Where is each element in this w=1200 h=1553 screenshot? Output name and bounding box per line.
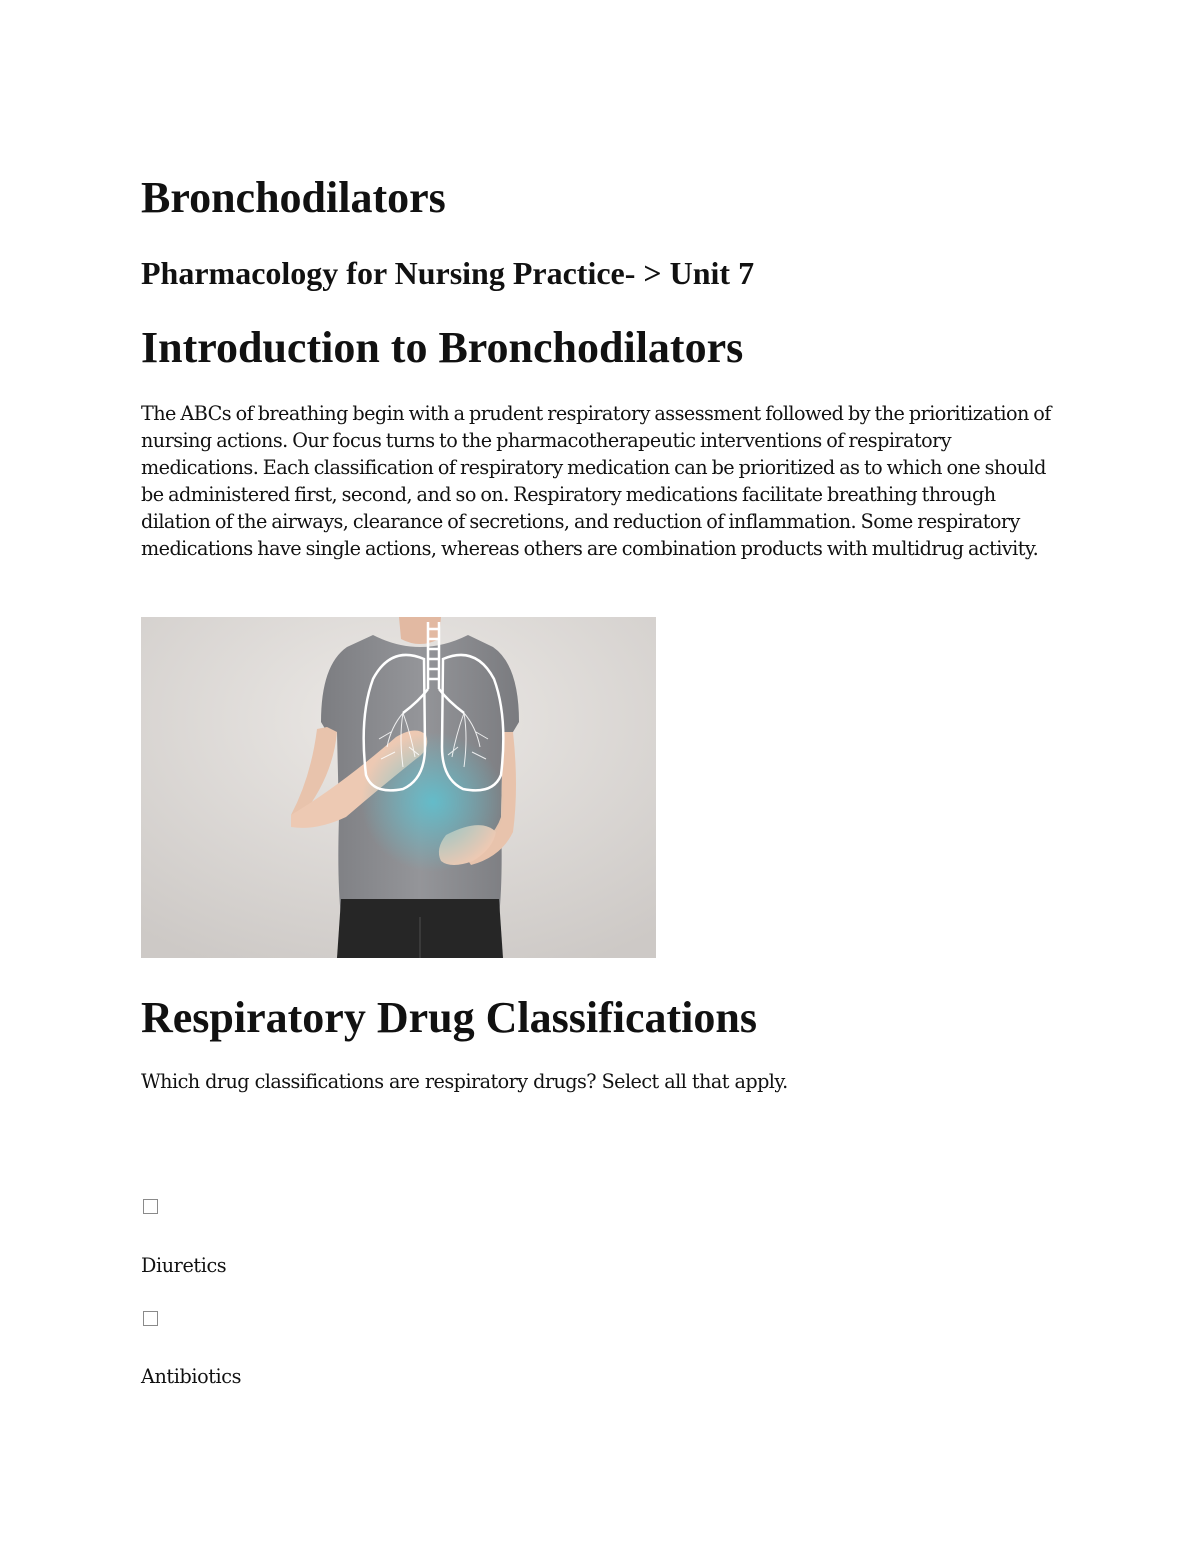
question-text: Which drug classifications are respiratory drugs? Select all that apply. [141,1070,788,1093]
option-diuretics-checkbox[interactable] [143,1199,158,1214]
intro-paragraph: The ABCs of breathing begin with a prudent respiratory assessment followed by the prioritization of nursing actions. Our focus turns to the pharmacotherapeutic interventions of respiratory medications. Each classification of respiratory medication can be prioritized as to which one should be administered first, second, and so on. Respiratory medications facilitate breathing through dilation of the airways, clearance of secretions, and reduction of inflammation. Some respiratory medications have single actions, whereas others are combination products with multidrug activity. [141,402,1051,560]
breadcrumb: Pharmacology for Nursing Practice- > Unit 7 [141,255,755,291]
option-antibiotics-checkbox[interactable] [143,1311,158,1326]
option-antibiotics-label: Antibiotics [141,1365,242,1388]
intro-heading: Introduction to Bronchodilators [141,323,744,372]
lungs-illustration-image [141,617,656,958]
document-title: Bronchodilators [141,173,446,222]
classifications-heading: Respiratory Drug Classifications [141,993,757,1042]
option-diuretics-label: Diuretics [141,1254,227,1277]
